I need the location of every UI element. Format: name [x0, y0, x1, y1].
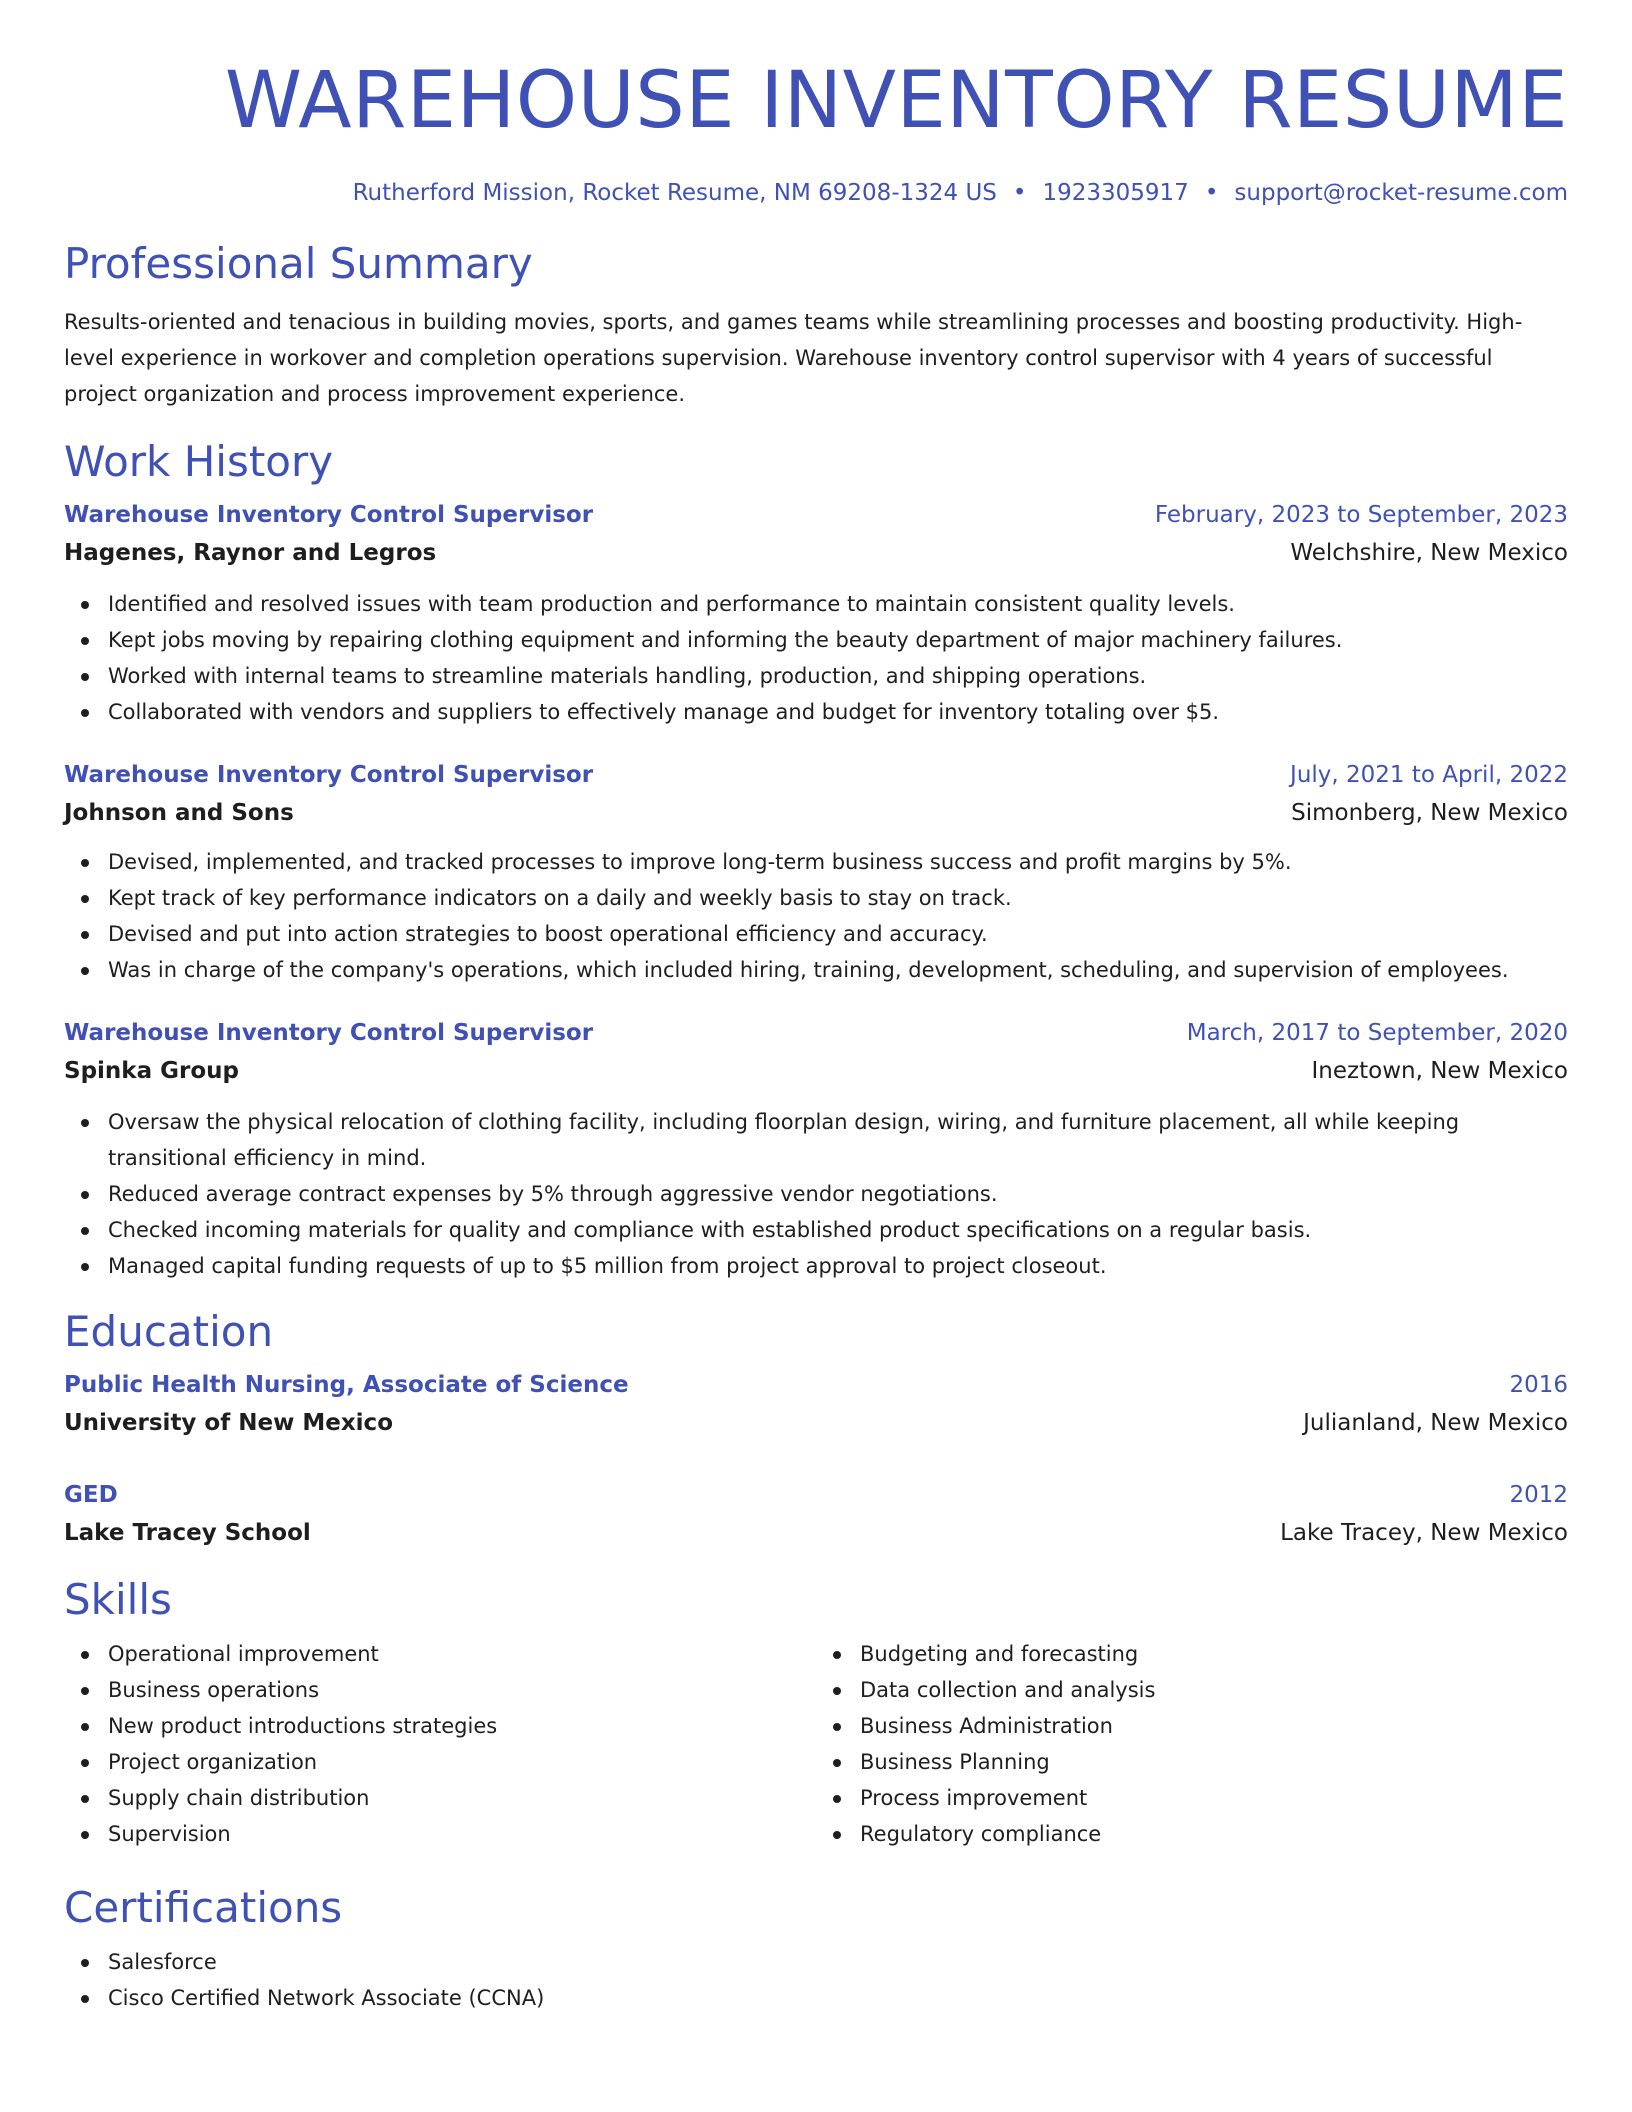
contact-address: Rutherford Mission, Rocket Resume, NM 69208-1324 US [352, 180, 997, 206]
education-school: University of New Mexico [64, 1410, 393, 1436]
job-duty: Checked incoming materials for quality and compliance with established product specifications on a regular basis. [108, 1212, 1568, 1248]
job-duty: Worked with internal teams to streamline materials handling, production, and shipping operations. [108, 658, 1568, 694]
job-title: Warehouse Inventory Control Supervisor [64, 502, 594, 528]
skill-item: Business operations [108, 1672, 816, 1708]
education-year: 2012 [1509, 1482, 1568, 1508]
job-duties [64, 586, 1568, 730]
skills-list [64, 1636, 1568, 1852]
job-dates: February, 2023 to September, 2023 [1154, 502, 1568, 528]
certification-item: Cisco Certified Network Associate (CCNA) [108, 1980, 1568, 2016]
contact-separator: • [1012, 180, 1027, 206]
education-school-row [64, 1404, 1568, 1442]
job-duty: Kept jobs moving by repairing clothing equipment and informing the beauty department of major machinery failures. [108, 622, 1568, 658]
job-duty: Managed capital funding requests of up to $5 million from project approval to project closeout. [108, 1248, 1568, 1284]
job-title: Warehouse Inventory Control Supervisor [64, 762, 594, 788]
education-school: Lake Tracey School [64, 1520, 311, 1546]
education-location: Lake Tracey, New Mexico [1280, 1520, 1568, 1546]
job-duties [64, 844, 1568, 988]
job-duty: Oversaw the physical relocation of clothing facility, including floorplan design, wiring, and furniture placement, all while keeping transitional efficiency in mind. [108, 1104, 1568, 1176]
skill-item: Project organization [108, 1744, 816, 1780]
job-dates: July, 2021 to April, 2022 [1290, 762, 1568, 788]
skill-item: Process improvement [860, 1780, 1568, 1816]
skill-item: Business Planning [860, 1744, 1568, 1780]
job-duty: Reduced average contract expenses by 5% through aggressive vendor negotiations. [108, 1176, 1568, 1212]
skill-item: Supervision [108, 1816, 816, 1852]
job-title-row [64, 756, 1568, 794]
education-degree: GED [64, 1482, 118, 1508]
skill-item: Operational improvement [108, 1636, 816, 1672]
education-degree-row [64, 1476, 1568, 1514]
certification-item: Salesforce [108, 1944, 1568, 1980]
contact-separator: • [1204, 180, 1219, 206]
job-duty: Kept track of key performance indicators on a daily and weekly basis to stay on track. [108, 880, 1568, 916]
job-location: Ineztown, New Mexico [1311, 1058, 1568, 1084]
education-heading: Education [64, 1307, 274, 1356]
resume-page [64, 0, 1568, 2016]
contact-email[interactable]: support@rocket-resume.com [1234, 180, 1568, 206]
summary-text: Results-oriented and tenacious in building movies, sports, and games teams while streamlining processes and boosting productivity. High-level experience in workover and completion operations supervision. Warehouse inventory control supervisor with 4 years of successful project organization and process improvement experience. [64, 310, 1523, 406]
skill-item: Business Administration [860, 1708, 1568, 1744]
skill-item: Data collection and analysis [860, 1672, 1568, 1708]
contact-phone: 1923305917 [1042, 180, 1189, 206]
education-entry [64, 1366, 1568, 1442]
job-company: Johnson and Sons [64, 800, 294, 826]
contact-line [64, 178, 1568, 208]
certifications-heading: Certifications [64, 1883, 343, 1932]
job-title-row [64, 1014, 1568, 1052]
summary-heading: Professional Summary [64, 239, 533, 288]
education-degree-row [64, 1366, 1568, 1404]
certifications-list [64, 1944, 1568, 2016]
job-entry [64, 1014, 1568, 1284]
job-location: Welchshire, New Mexico [1290, 540, 1568, 566]
work-history-heading: Work History [64, 437, 334, 486]
job-duty: Identified and resolved issues with team production and performance to maintain consistent quality levels. [108, 586, 1568, 622]
education-location: Julianland, New Mexico [1303, 1410, 1568, 1436]
job-company-row [64, 794, 1568, 832]
job-dates: March, 2017 to September, 2020 [1186, 1020, 1568, 1046]
job-duty: Collaborated with vendors and suppliers to effectively manage and budget for inventory totaling over $5. [108, 694, 1568, 730]
job-duty: Devised and put into action strategies to boost operational efficiency and accuracy. [108, 916, 1568, 952]
skill-item: New product introductions strategies [108, 1708, 816, 1744]
education-school-row [64, 1514, 1568, 1552]
skills-column-right [816, 1636, 1568, 1852]
education-year: 2016 [1509, 1372, 1568, 1398]
job-duty: Devised, implemented, and tracked processes to improve long-term business success and profit margins by 5%. [108, 844, 1568, 880]
skill-item: Regulatory compliance [860, 1816, 1568, 1852]
job-company-row [64, 534, 1568, 572]
skill-item: Budgeting and forecasting [860, 1636, 1568, 1672]
job-title-row [64, 496, 1568, 534]
job-company-row [64, 1052, 1568, 1090]
education-degree: Public Health Nursing, Associate of Science [64, 1372, 629, 1398]
job-entry [64, 756, 1568, 988]
job-company: Spinka Group [64, 1058, 239, 1084]
job-title: Warehouse Inventory Control Supervisor [64, 1020, 594, 1046]
resume-title: WAREHOUSE INVENTORY RESUME [224, 56, 1568, 146]
skills-heading: Skills [64, 1575, 172, 1624]
skills-column-left [64, 1636, 816, 1852]
job-entry [64, 496, 1568, 730]
job-company: Hagenes, Raynor and Legros [64, 540, 437, 566]
job-duties [64, 1104, 1568, 1284]
skill-item: Supply chain distribution [108, 1780, 816, 1816]
job-duty: Was in charge of the company's operations, which included hiring, training, development, scheduling, and supervision of employees. [108, 952, 1568, 988]
education-entry [64, 1476, 1568, 1552]
job-location: Simonberg, New Mexico [1291, 800, 1568, 826]
